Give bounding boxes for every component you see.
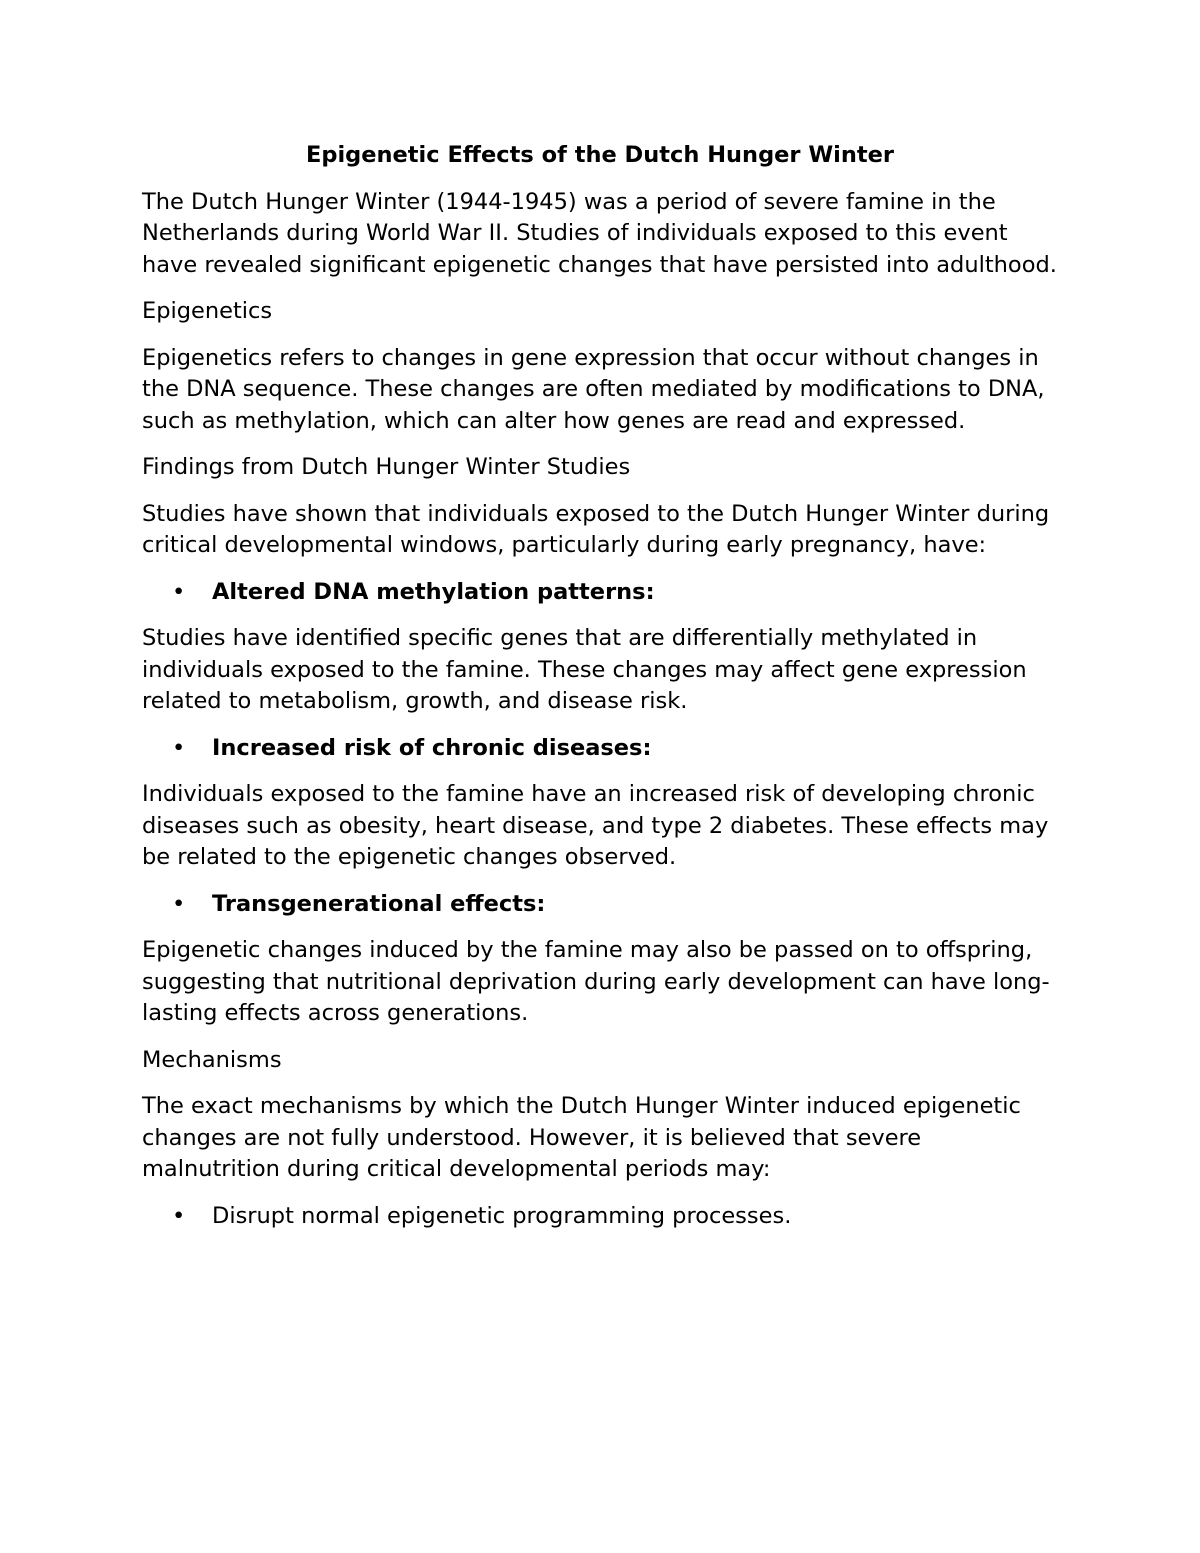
document-title: Epigenetic Effects of the Dutch Hunger Winter xyxy=(305,142,895,168)
methylation-paragraph: Studies have identified specific genes that are differentially methylated in individuals exposed to the famine. These changes may affect gene expression related to metabolism, growth, and disease risk. xyxy=(142,625,1027,714)
bullet-label-transgenerational: Transgenerational effects: xyxy=(212,890,546,917)
bullet-dot-icon: • xyxy=(172,734,186,761)
bullet-text-disrupt: Disrupt normal epigenetic programming processes. xyxy=(212,1202,792,1229)
bullet-item-methylation xyxy=(142,577,1058,609)
chronic-diseases-paragraph: Individuals exposed to the famine have an increased risk of developing chronic diseases such as obesity, heart disease, and type 2 diabetes. These effects may be related to the epigenetic changes observed. xyxy=(142,781,1049,870)
section-heading-epigenetics: Epigenetics xyxy=(142,298,273,324)
bullet-dot-icon: • xyxy=(172,890,186,917)
bullet-dot-icon: • xyxy=(172,578,186,605)
bullet-item-chronic-diseases xyxy=(142,733,1058,765)
bullet-item-disrupt xyxy=(142,1201,1058,1233)
bullet-item-transgenerational xyxy=(142,889,1058,921)
mechanisms-paragraph: The exact mechanisms by which the Dutch Hunger Winter induced epigenetic changes are not fully understood. However, it is believed that severe malnutrition during critical developmental periods may: xyxy=(142,1093,1021,1182)
intro-paragraph: The Dutch Hunger Winter (1944-1945) was a period of severe famine in the Netherlands during World War II. Studies of individuals exposed to this event have revealed significant epigenetic changes that have persisted into adulthood. xyxy=(142,188,1057,278)
bullet-dot-icon: • xyxy=(172,1202,186,1229)
section-heading-findings: Findings from Dutch Hunger Winter Studies xyxy=(142,454,631,480)
bullet-label-chronic-diseases: Increased risk of chronic diseases: xyxy=(212,734,652,761)
transgenerational-paragraph: Epigenetic changes induced by the famine may also be passed on to offspring, suggesting that nutritional deprivation during early development can have long-lasting effects across generations. xyxy=(142,937,1050,1026)
epigenetics-paragraph: Epigenetics refers to changes in gene expression that occur without changes in the DNA sequence. These changes are often mediated by modifications to DNA, such as methylation, which can alter how genes are read and expressed. xyxy=(142,344,1045,434)
findings-paragraph: Studies have shown that individuals exposed to the Dutch Hunger Winter during critical developmental windows, particularly during early pregnancy, have: xyxy=(142,500,1050,558)
section-heading-mechanisms: Mechanisms xyxy=(142,1046,282,1073)
document-page xyxy=(142,140,1058,1247)
bullet-label-methylation: Altered DNA methylation patterns: xyxy=(212,578,655,605)
